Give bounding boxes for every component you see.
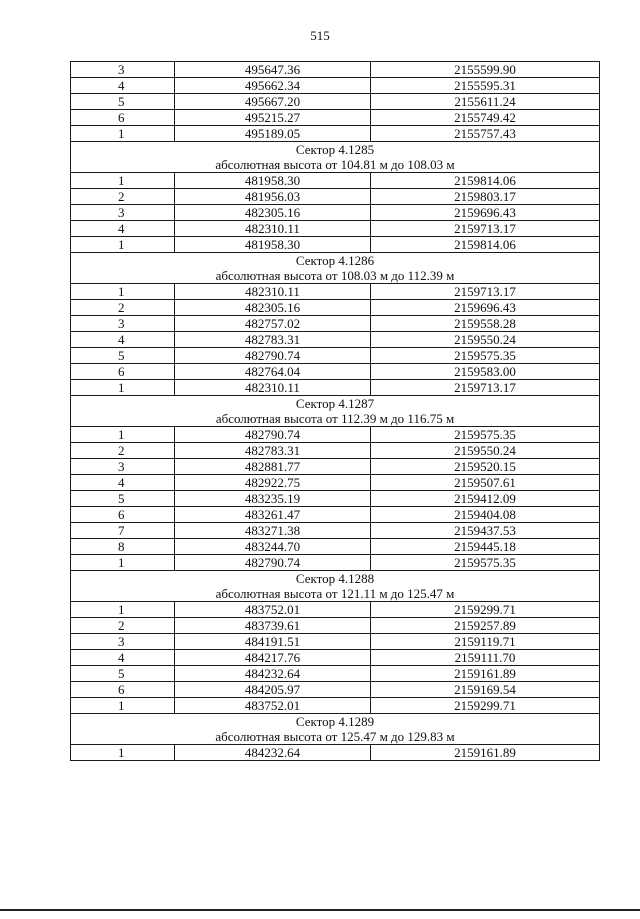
y-coordinate-cell: 2159404.08 [371,507,600,523]
page-number: 515 [310,28,330,43]
y-coordinate-cell: 2155599.90 [371,62,600,78]
point-number-cell: 2 [71,189,175,205]
x-coordinate-cell: 482922.75 [175,475,371,491]
table-row [71,94,600,110]
sector-title-row [71,253,600,269]
point-number-cell: 7 [71,523,175,539]
sector-altitude-row [71,586,600,602]
table-row [71,110,600,126]
y-coordinate-cell: 2159696.43 [371,205,600,221]
table-row [71,682,600,698]
point-number-cell: 3 [71,634,175,650]
table-row [71,284,600,300]
y-coordinate-cell: 2155757.43 [371,126,600,142]
x-coordinate-cell: 495662.34 [175,78,371,94]
x-coordinate-cell: 484217.76 [175,650,371,666]
y-coordinate-cell: 2159575.35 [371,555,600,571]
sector-title: Сектор 4.1289 [71,714,600,730]
x-coordinate-cell: 483261.47 [175,507,371,523]
y-coordinate-cell: 2159119.71 [371,634,600,650]
sector-title-row [71,571,600,587]
table-row [71,539,600,555]
sector-title-row [71,396,600,412]
x-coordinate-cell: 495647.36 [175,62,371,78]
table-row [71,523,600,539]
x-coordinate-cell: 483752.01 [175,602,371,618]
y-coordinate-cell: 2159445.18 [371,539,600,555]
point-number-cell: 6 [71,110,175,126]
point-number-cell: 5 [71,348,175,364]
table-row [71,189,600,205]
y-coordinate-cell: 2159696.43 [371,300,600,316]
y-coordinate-cell: 2159161.89 [371,666,600,682]
x-coordinate-cell: 482783.31 [175,332,371,348]
point-number-cell: 1 [71,427,175,443]
x-coordinate-cell: 495189.05 [175,126,371,142]
point-number-cell: 2 [71,300,175,316]
x-coordinate-cell: 484191.51 [175,634,371,650]
y-coordinate-cell: 2155611.24 [371,94,600,110]
point-number-cell: 3 [71,62,175,78]
sector-title: Сектор 4.1288 [71,571,600,587]
x-coordinate-cell: 481956.03 [175,189,371,205]
table-row [71,348,600,364]
point-number-cell: 1 [71,126,175,142]
table-row [71,316,600,332]
table-row [71,666,600,682]
table-row [71,618,600,634]
y-coordinate-cell: 2159257.89 [371,618,600,634]
point-number-cell: 1 [71,602,175,618]
table-row [71,205,600,221]
sector-title-row [71,714,600,730]
y-coordinate-cell: 2155749.42 [371,110,600,126]
table-row [71,364,600,380]
point-number-cell: 3 [71,459,175,475]
point-number-cell: 1 [71,380,175,396]
point-number-cell: 1 [71,237,175,253]
x-coordinate-cell: 495667.20 [175,94,371,110]
point-number-cell: 5 [71,491,175,507]
sector-title: Сектор 4.1286 [71,253,600,269]
y-coordinate-cell: 2159583.00 [371,364,600,380]
sector-altitude-row [71,729,600,745]
x-coordinate-cell: 482305.16 [175,205,371,221]
table-row [71,221,600,237]
table-row [71,602,600,618]
y-coordinate-cell: 2159412.09 [371,491,600,507]
table-row [71,380,600,396]
y-coordinate-cell: 2159161.89 [371,745,600,761]
x-coordinate-cell: 483739.61 [175,618,371,634]
x-coordinate-cell: 482310.11 [175,221,371,237]
sector-title: Сектор 4.1285 [71,142,600,158]
table-row [71,332,600,348]
y-coordinate-cell: 2159507.61 [371,475,600,491]
table-row [71,237,600,253]
y-coordinate-cell: 2159713.17 [371,380,600,396]
sector-altitude: абсолютная высота от 121.11 м до 125.47 м [71,586,600,602]
point-number-cell: 5 [71,666,175,682]
table-row [71,491,600,507]
x-coordinate-cell: 482790.74 [175,427,371,443]
table-row [71,459,600,475]
point-number-cell: 4 [71,221,175,237]
y-coordinate-cell: 2159299.71 [371,698,600,714]
point-number-cell: 2 [71,443,175,459]
coordinates-sheet [70,61,599,761]
sector-title: Сектор 4.1287 [71,396,600,412]
y-coordinate-cell: 2159713.17 [371,221,600,237]
sector-title-row [71,142,600,158]
x-coordinate-cell: 481958.30 [175,237,371,253]
x-coordinate-cell: 483244.70 [175,539,371,555]
sector-altitude: абсолютная высота от 104.81 м до 108.03 м [71,157,600,173]
y-coordinate-cell: 2155595.31 [371,78,600,94]
point-number-cell: 1 [71,555,175,571]
x-coordinate-cell: 481958.30 [175,173,371,189]
point-number-cell: 4 [71,650,175,666]
x-coordinate-cell: 483271.38 [175,523,371,539]
table-row [71,443,600,459]
sector-altitude: абсолютная высота от 108.03 м до 112.39 м [71,268,600,284]
x-coordinate-cell: 482790.74 [175,555,371,571]
y-coordinate-cell: 2159550.24 [371,443,600,459]
table-row [71,78,600,94]
y-coordinate-cell: 2159169.54 [371,682,600,698]
table-row [71,745,600,761]
table-row [71,698,600,714]
y-coordinate-cell: 2159713.17 [371,284,600,300]
coordinates-table-body [71,62,600,761]
y-coordinate-cell: 2159814.06 [371,173,600,189]
sector-altitude-row [71,157,600,173]
bottom-rule [0,909,640,911]
x-coordinate-cell: 482305.16 [175,300,371,316]
y-coordinate-cell: 2159520.15 [371,459,600,475]
sector-altitude-row [71,411,600,427]
table-row [71,427,600,443]
x-coordinate-cell: 484232.64 [175,666,371,682]
table-row [71,62,600,78]
x-coordinate-cell: 483752.01 [175,698,371,714]
y-coordinate-cell: 2159437.53 [371,523,600,539]
x-coordinate-cell: 495215.27 [175,110,371,126]
table-row [71,475,600,491]
table-row [71,126,600,142]
point-number-cell: 6 [71,682,175,698]
point-number-cell: 3 [71,316,175,332]
y-coordinate-cell: 2159575.35 [371,427,600,443]
sector-altitude-row [71,268,600,284]
table-row [71,650,600,666]
table-row [71,555,600,571]
point-number-cell: 5 [71,94,175,110]
point-number-cell: 8 [71,539,175,555]
point-number-cell: 3 [71,205,175,221]
x-coordinate-cell: 482310.11 [175,380,371,396]
y-coordinate-cell: 2159550.24 [371,332,600,348]
x-coordinate-cell: 482790.74 [175,348,371,364]
sector-altitude: абсолютная высота от 112.39 м до 116.75 м [71,411,600,427]
x-coordinate-cell: 482881.77 [175,459,371,475]
y-coordinate-cell: 2159558.28 [371,316,600,332]
point-number-cell: 1 [71,284,175,300]
point-number-cell: 6 [71,364,175,380]
table-row [71,173,600,189]
x-coordinate-cell: 482783.31 [175,443,371,459]
x-coordinate-cell: 484205.97 [175,682,371,698]
y-coordinate-cell: 2159575.35 [371,348,600,364]
point-number-cell: 1 [71,745,175,761]
x-coordinate-cell: 482764.04 [175,364,371,380]
table-row [71,634,600,650]
x-coordinate-cell: 483235.19 [175,491,371,507]
table-row [71,507,600,523]
y-coordinate-cell: 2159803.17 [371,189,600,205]
y-coordinate-cell: 2159111.70 [371,650,600,666]
point-number-cell: 1 [71,173,175,189]
x-coordinate-cell: 482310.11 [175,284,371,300]
point-number-cell: 4 [71,475,175,491]
y-coordinate-cell: 2159814.06 [371,237,600,253]
table-row [71,300,600,316]
x-coordinate-cell: 484232.64 [175,745,371,761]
point-number-cell: 2 [71,618,175,634]
point-number-cell: 6 [71,507,175,523]
point-number-cell: 1 [71,698,175,714]
point-number-cell: 4 [71,332,175,348]
point-number-cell: 4 [71,78,175,94]
coordinates-table [70,61,600,761]
y-coordinate-cell: 2159299.71 [371,602,600,618]
x-coordinate-cell: 482757.02 [175,316,371,332]
sector-altitude: абсолютная высота от 125.47 м до 129.83 м [71,729,600,745]
